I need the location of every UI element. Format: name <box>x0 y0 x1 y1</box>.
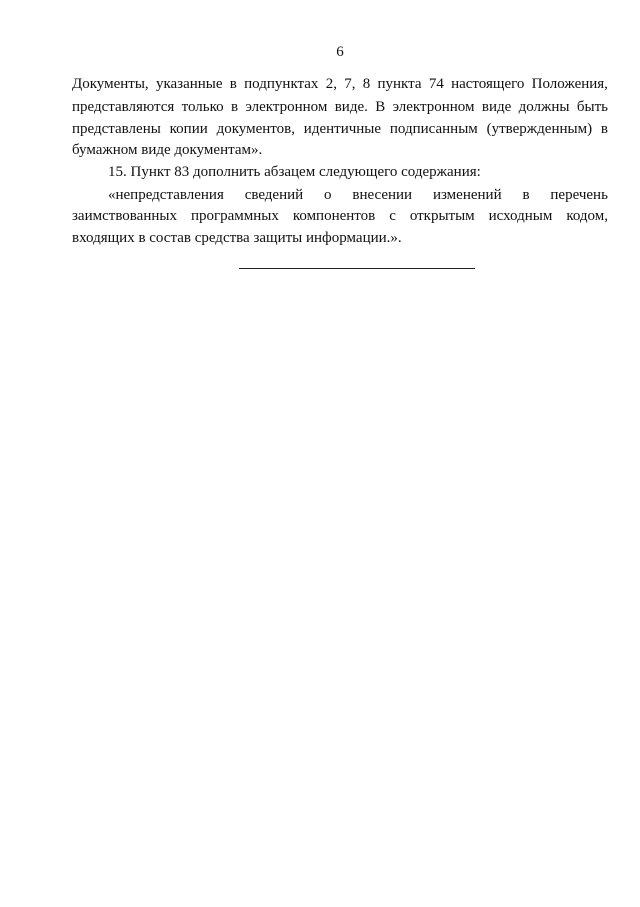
word: 2, <box>325 76 337 92</box>
word: виде. <box>334 99 368 115</box>
word: «непредставления <box>108 187 224 203</box>
word: в <box>600 121 608 137</box>
word: указанные <box>155 76 223 92</box>
word: идентичные <box>303 121 382 137</box>
word: исходным <box>488 208 553 224</box>
word: подпунктах <box>244 76 319 92</box>
word: внесении <box>352 187 413 203</box>
text-line: бумажном виде документам». <box>72 142 263 158</box>
word: кодом, <box>566 208 608 224</box>
word: 74 <box>428 76 444 92</box>
word: только <box>181 99 224 115</box>
word: документов, <box>216 121 295 137</box>
word: должны <box>518 99 570 115</box>
word: сведений <box>244 187 304 203</box>
word: программных <box>190 208 279 224</box>
word: изменений <box>432 187 502 203</box>
text-line <box>72 75 608 93</box>
word: 8 <box>362 76 371 92</box>
paragraph-heading: 15. Пункт 83 дополнить абзацем следующего содержания: <box>108 164 481 180</box>
word: электронном <box>245 99 328 115</box>
page-number: 6 <box>336 44 344 60</box>
word: настоящего <box>451 76 525 92</box>
text-line <box>72 98 608 116</box>
text-line <box>72 120 608 138</box>
word: электронном <box>392 99 475 115</box>
text-line <box>72 207 608 225</box>
word: заимствованных <box>72 208 177 224</box>
word: в <box>230 99 239 115</box>
word: В <box>375 99 386 115</box>
word: копии <box>169 121 208 137</box>
word: Документы, <box>72 76 149 92</box>
word: представлены <box>72 121 161 137</box>
text-line: входящих в состав средства защиты информации.». <box>72 230 402 246</box>
closing-rule <box>239 268 475 269</box>
word: Положения, <box>531 76 608 92</box>
word: быть <box>576 99 608 115</box>
word: о <box>324 187 332 203</box>
word: (утвержденным) <box>486 121 593 137</box>
word: 7, <box>344 76 356 92</box>
text-line <box>108 186 608 204</box>
word: виде <box>481 99 512 115</box>
word: открытым <box>409 208 475 224</box>
word: перечень <box>550 187 608 203</box>
word: представляются <box>72 99 175 115</box>
word: компонентов <box>292 208 376 224</box>
word: с <box>389 208 396 224</box>
word: в <box>522 187 530 203</box>
word: подписанным <box>389 121 478 137</box>
word: пункта <box>377 76 422 92</box>
word: в <box>229 76 237 92</box>
